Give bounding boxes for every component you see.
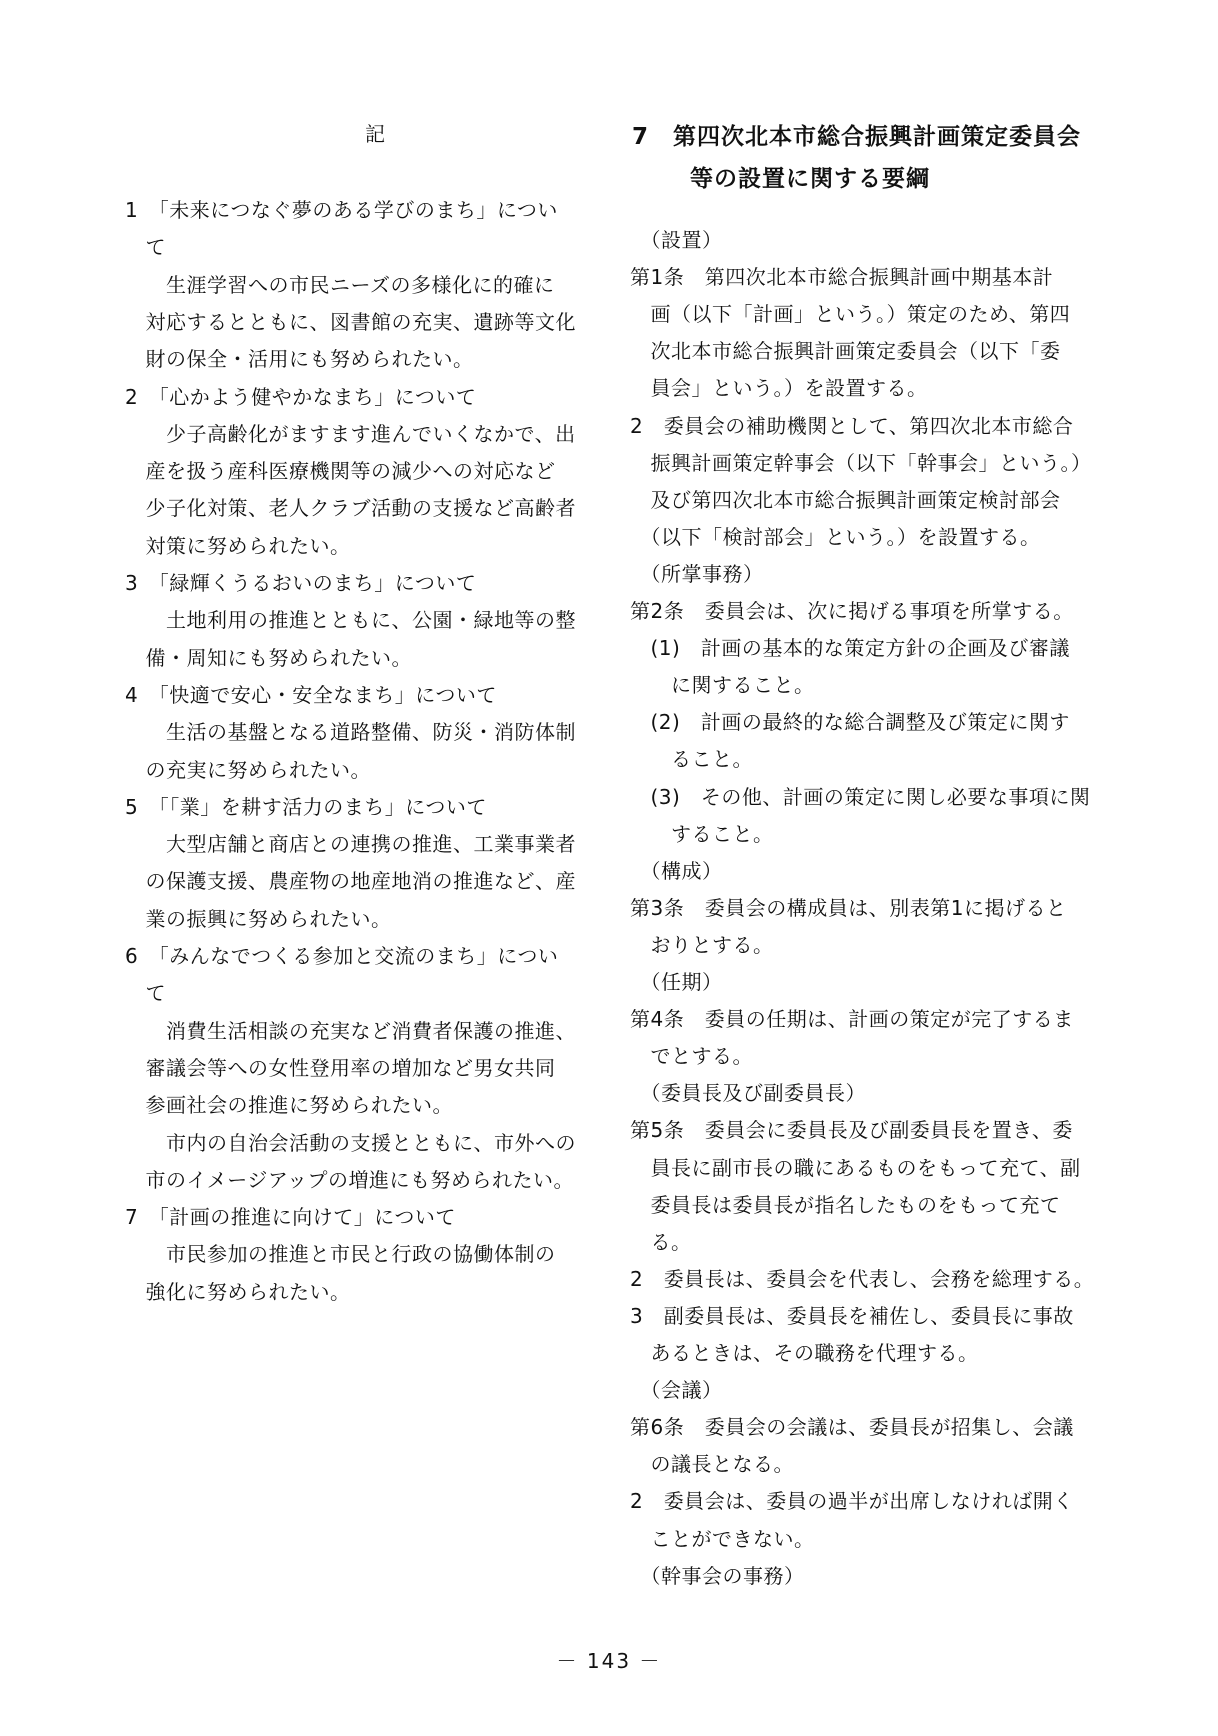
left-text-line: 生活の基盤となる道路整備、防災・消防体制	[125, 720, 576, 745]
right-text-line: （設置）	[630, 228, 723, 252]
right-text-line: （所掌事務）	[630, 561, 764, 586]
right-text-line: 及び第四次北本市総合振興計画策定検討部会	[630, 487, 1061, 512]
left-text-line: の充実に努められたい。	[125, 757, 371, 782]
right-text-line: ことができない。	[630, 1526, 815, 1551]
left-text-line: の保護支援、農産物の地産地消の推進など、産	[125, 869, 576, 894]
right-text-line: 画（以下「計画」という。）策定のため、第四	[630, 302, 1071, 327]
right-text-line: 3 副委員長は、委員長を補佐し、委員長に事故	[630, 1303, 1074, 1328]
left-text-line: 消費生活相談の充実など消費者保護の推進、	[125, 1018, 576, 1043]
right-text-line: 次北本市総合振興計画策定委員会（以下「委	[630, 339, 1061, 364]
right-text-line: あるときは、その職務を代理する。	[630, 1341, 979, 1365]
right-text-line: (2) 計画の最終的な総合調整及び策定に関す	[630, 710, 1070, 735]
right-text-line: おりとする。	[630, 932, 774, 957]
right-text-line: （幹事会の事務）	[630, 1563, 805, 1588]
left-text-line: 5 「「業」を耕す活力のまち」について	[125, 794, 487, 819]
page-number: － 143 －	[556, 1649, 662, 1673]
left-text-line: 対応するとともに、図書館の充実、遺跡等文化	[125, 309, 576, 334]
left-text-line: て	[125, 981, 166, 1006]
right-text-line: 第6条 委員会の会議は、委員長が招集し、会議	[630, 1415, 1074, 1440]
left-text-line: 3 「緑輝くうるおいのまち」について	[125, 571, 477, 595]
right-text-line: 委員長は委員長が指名したものをもって充て	[630, 1192, 1061, 1217]
left-text-line: 産を扱う産科医療機関等の減少への対応など	[125, 459, 556, 484]
left-text-line: 1 「未来につなぐ夢のある学びのまち」につい	[125, 198, 558, 222]
right-text-line: すること。	[630, 821, 774, 846]
right-text-line: 第3条 委員会の構成員は、別表第1に掲げると	[630, 895, 1067, 920]
left-text-line: 4 「快適で安心・安全なまち」について	[125, 682, 497, 707]
left-text-line: 強化に努められたい。	[125, 1279, 351, 1304]
right-text-line: でとする。	[630, 1044, 753, 1069]
right-text-line: 第4条 委員の任期は、計画の策定が完了するま	[630, 1007, 1074, 1032]
right-text-line: 2 委員会の補助機関として、第四次北本市総合	[630, 413, 1074, 438]
section-title-line1: 7 第四次北本市総合振興計画策定委員会	[632, 124, 1082, 150]
left-text-line: 生涯学習への市民ニーズの多様化に的確に	[125, 272, 555, 297]
right-text-line: （任期）	[630, 970, 723, 994]
ki-heading: 記	[365, 122, 385, 146]
right-text-line: 2 委員会は、委員の過半が出席しなければ開く	[630, 1489, 1074, 1514]
left-text-line: 少子高齢化がますます進んでいくなかで、出	[125, 421, 576, 446]
right-text-line: 第1条 第四次北本市総合振興計画中期基本計	[630, 265, 1054, 290]
right-text-line: 員会」という。）を設置する。	[630, 376, 928, 401]
right-text-line: 2 委員長は、委員会を代表し、会務を総理する。	[630, 1266, 1095, 1291]
left-text-line: 財の保全・活用にも努められたい。	[125, 347, 474, 372]
left-text-line: 土地利用の推進とともに、公園・緑地等の整	[125, 608, 576, 633]
left-text-line: 業の振興に努められたい。	[125, 906, 392, 931]
right-text-line: に関すること。	[630, 673, 815, 698]
right-text-line: 振興計画策定幹事会（以下「幹事会」という。）	[630, 450, 1092, 475]
left-text-line: 少子化対策、老人クラブ活動の支援など高齢者	[125, 496, 576, 521]
left-text-line: 審議会等への女性登用率の増加など男女共同	[125, 1055, 556, 1080]
left-text-line: 6 「みんなでつくる参加と交流のまち」につい	[125, 944, 559, 968]
left-text-line: 7 「計画の推進に向けて」について	[125, 1205, 456, 1230]
right-text-line: （会議）	[630, 1378, 723, 1403]
right-text-line: の議長となる。	[630, 1452, 794, 1477]
right-text-line: ること。	[630, 747, 753, 772]
left-text-line: 市民参加の推進と市民と行政の協働体制の	[125, 1242, 556, 1267]
right-text-line: (3) その他、計画の策定に関し必要な事項に関	[630, 784, 1091, 809]
right-text-line: （構成）	[630, 858, 723, 883]
right-text-line: 第2条 委員会は、次に掲げる事項を所掌する。	[630, 599, 1074, 623]
right-text-line: 員長に副市長の職にあるものをもって充て、副	[630, 1155, 1081, 1180]
right-text-line: 第5条 委員会に委員長及び副委員長を置き、委	[630, 1118, 1073, 1143]
left-text-line: 対策に努められたい。	[125, 533, 351, 558]
left-text-line: て	[125, 235, 166, 260]
left-text-line: 2 「心かよう健やかなまち」について	[125, 384, 477, 409]
right-text-line: （以下「検討部会」という。）を設置する。	[630, 524, 1041, 549]
right-text-line: る。	[630, 1229, 692, 1254]
right-text-line: (1) 計画の基本的な策定方針の企画及び審議	[630, 636, 1070, 661]
right-text-line: （委員長及び副委員長）	[630, 1081, 866, 1106]
section-title-line2: 等の設置に関する要綱	[690, 166, 930, 192]
left-text-line: 大型店舗と商店との連携の推進、工業事業者	[125, 832, 576, 857]
left-text-line: 市のイメージアップの増進にも努められたい。	[125, 1167, 574, 1192]
left-text-line: 参画社会の推進に努められたい。	[125, 1093, 453, 1118]
left-text-line: 備・周知にも努められたい。	[125, 645, 412, 670]
left-text-line: 市内の自治会活動の支援とともに、市外への	[125, 1130, 576, 1155]
